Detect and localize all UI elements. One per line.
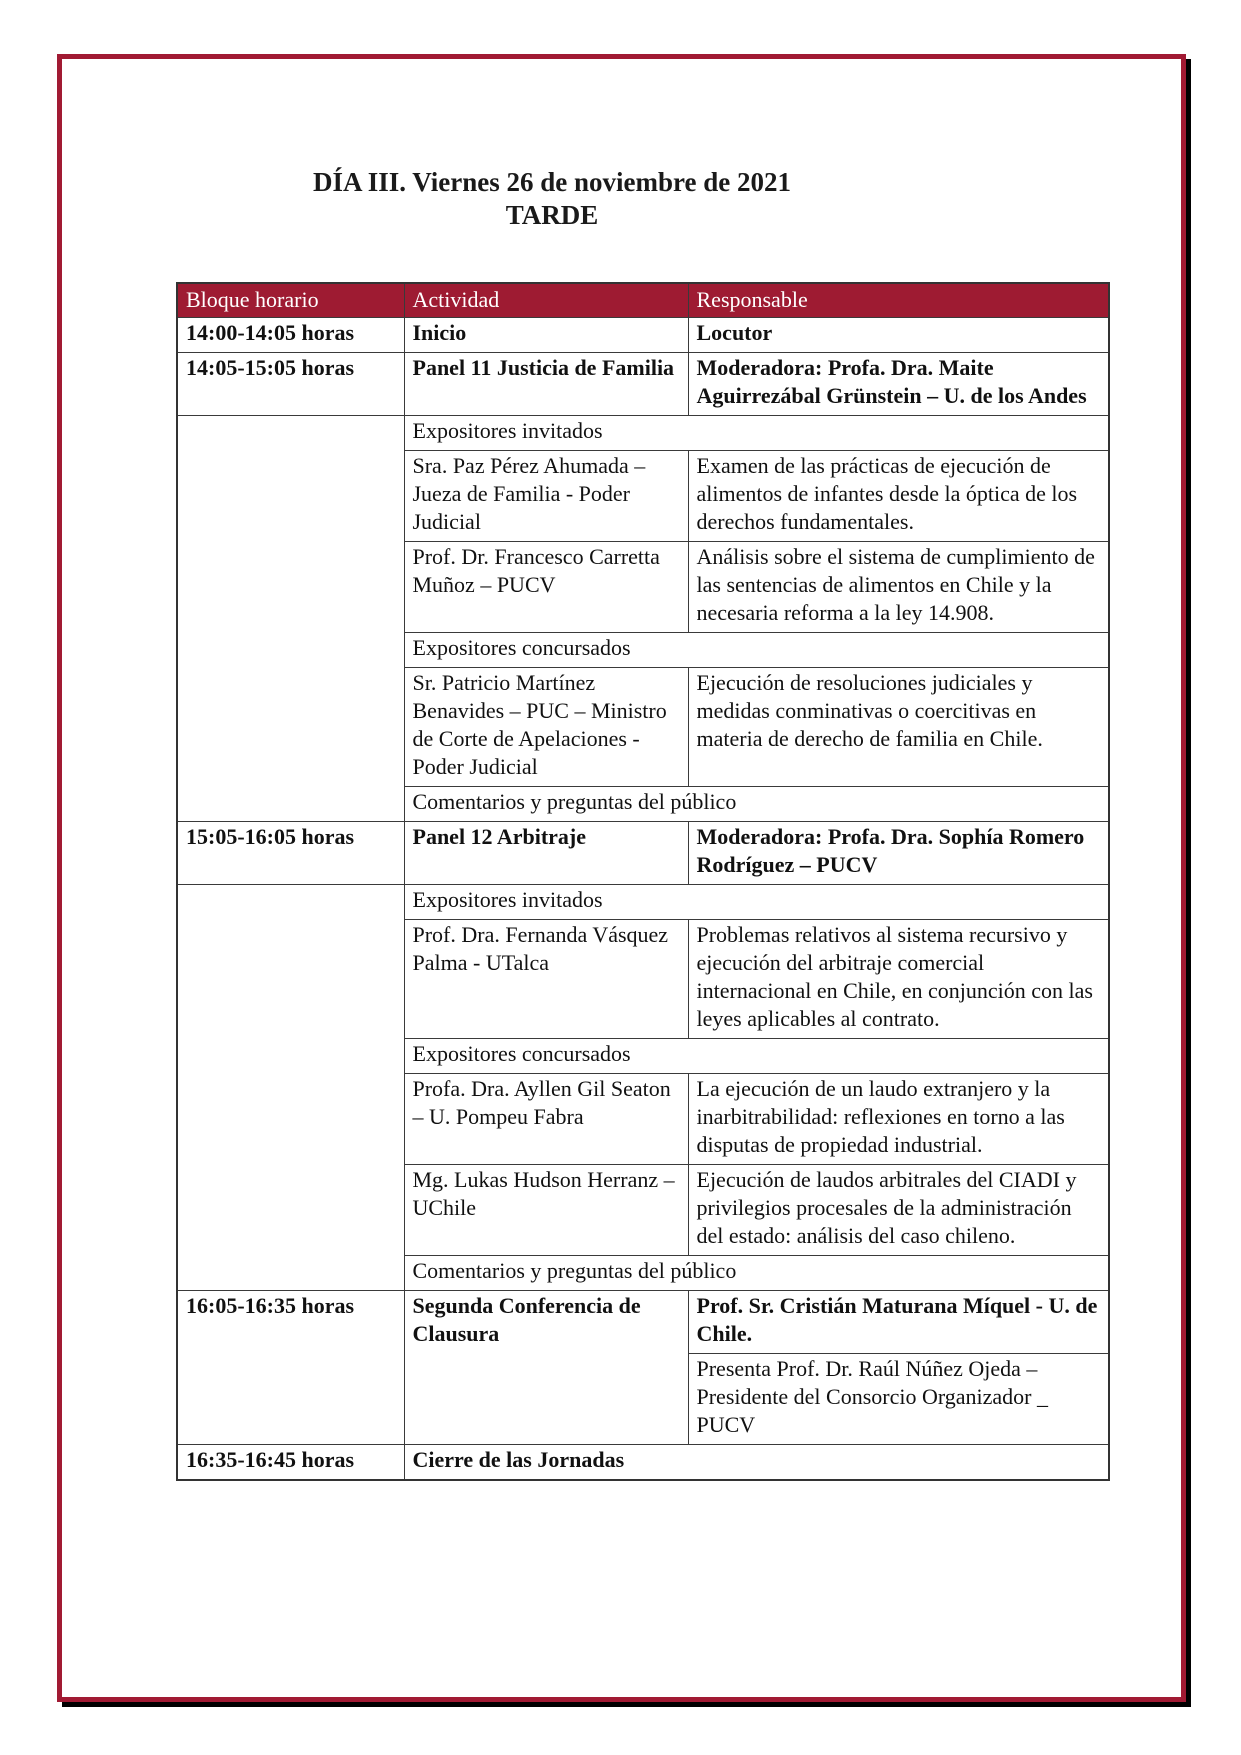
- responsible-cell: Moderadora: Profa. Dra. Sophía Romero Rodríguez – PUCV: [688, 822, 1109, 885]
- section-label-cell: Expositores invitados: [404, 416, 1109, 451]
- table-header-row: [177, 283, 1109, 318]
- topic-cell: Ejecución de laudos arbitrales del CIADI y privilegios procesales de la administración del estado: análisis del caso chileno.: [688, 1165, 1109, 1256]
- speaker-cell: Sra. Paz Pérez Ahumada – Jueza de Familia - Poder Judicial: [404, 451, 688, 542]
- comments-cell: Comentarios y preguntas del público: [404, 787, 1109, 822]
- time-cell: 16:35-16:45 horas: [177, 1445, 404, 1481]
- activity-cell: Inicio: [404, 318, 688, 353]
- time-cell: 14:05-15:05 horas: [177, 353, 404, 416]
- section-label-cell: Expositores concursados: [404, 1039, 1109, 1074]
- empty-time-cell: [177, 416, 404, 822]
- topic-cell: Problemas relativos al sistema recursivo y ejecución del arbitraje comercial internacional en Chile, en conjunción con las leyes aplicables al contrato.: [688, 920, 1109, 1039]
- speaker-cell: Profa. Dra. Ayllen Gil Seaton – U. Pompeu Fabra: [404, 1074, 688, 1165]
- topic-cell: La ejecución de un laudo extranjero y la inarbitrabilidad: reflexiones en torno a las disputas de propiedad industrial.: [688, 1074, 1109, 1165]
- activity-cell: Segunda Conferencia de Clausura: [404, 1291, 688, 1445]
- header-time: Bloque horario: [177, 283, 404, 318]
- topic-cell: Análisis sobre el sistema de cumplimiento de las sentencias de alimentos en Chile y la necesaria reforma a la ley 14.908.: [688, 542, 1109, 633]
- time-cell: 16:05-16:35 horas: [177, 1291, 404, 1445]
- speaker-cell: Prof. Dra. Fernanda Vásquez Palma - UTalca: [404, 920, 688, 1039]
- header-activity: Actividad: [404, 283, 688, 318]
- table-row: [177, 416, 1109, 451]
- header-responsible: Responsable: [688, 283, 1109, 318]
- doc-subtitle: TARDE: [505, 200, 599, 230]
- table-row: [177, 1445, 1109, 1481]
- topic-cell: Examen de las prácticas de ejecución de alimentos de infantes desde la óptica de los derechos fundamentales.: [688, 451, 1109, 542]
- activity-cell: Panel 12 Arbitraje: [404, 822, 688, 885]
- schedule-table: [176, 282, 1110, 1481]
- page-content: [176, 0, 1108, 1481]
- time-cell: 14:00-14:05 horas: [177, 318, 404, 353]
- presenter-cell: Presenta Prof. Dr. Raúl Núñez Ojeda – Presidente del Consorcio Organizador _ PUCV: [688, 1354, 1109, 1445]
- table-row: [177, 318, 1109, 353]
- section-label-cell: Expositores invitados: [404, 885, 1109, 920]
- activity-cell: Cierre de las Jornadas: [404, 1445, 1109, 1481]
- doc-title: DÍA III. Viernes 26 de noviembre de 2021: [312, 167, 791, 197]
- section-label-cell: Expositores concursados: [404, 633, 1109, 668]
- table-row: [177, 1291, 1109, 1354]
- speaker-cell: Prof. Dr. Francesco Carretta Muñoz – PUCV: [404, 542, 688, 633]
- responsible-cell: Moderadora: Profa. Dra. Maite Aguirrezábal Grünstein – U. de los Andes: [688, 353, 1109, 416]
- empty-time-cell: [177, 885, 404, 1291]
- responsible-cell: Locutor: [688, 318, 1109, 353]
- speaker-cell: Sr. Patricio Martínez Benavides – PUC – Ministro de Corte de Apelaciones - Poder Judicial: [404, 668, 688, 787]
- time-cell: 15:05-16:05 horas: [177, 822, 404, 885]
- responsible-cell: Prof. Sr. Cristián Maturana Míquel - U. de Chile.: [688, 1291, 1109, 1354]
- table-row: [177, 885, 1109, 920]
- speaker-cell: Mg. Lukas Hudson Herranz – UChile: [404, 1165, 688, 1256]
- comments-cell: Comentarios y preguntas del público: [404, 1256, 1109, 1291]
- topic-cell: Ejecución de resoluciones judiciales y medidas conminativas o coercitivas en materia de derecho de familia en Chile.: [688, 668, 1109, 787]
- table-row: [177, 822, 1109, 885]
- doc-title-block: [176, 166, 928, 232]
- table-row: [177, 353, 1109, 416]
- activity-cell: Panel 11 Justicia de Familia: [404, 353, 688, 416]
